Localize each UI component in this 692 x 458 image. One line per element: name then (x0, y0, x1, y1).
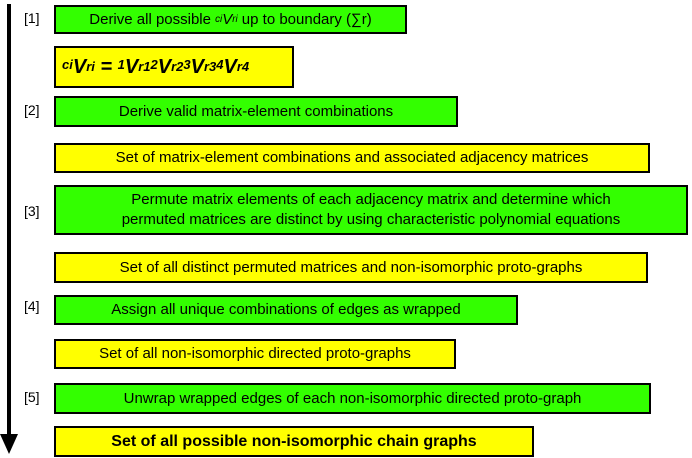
result-box-4: Set of all non-isomorphic directed proto-graphs (54, 339, 456, 369)
formula-lhs-sub: ri (86, 59, 95, 74)
process-box-4: Assign all unique combinations of edges as wrapped (54, 295, 518, 325)
step-number-4: [4] (24, 298, 40, 314)
result-box-3: Set of all distinct permuted matrices and non-isomorphic proto-graphs (54, 252, 648, 283)
formula-term-3-sub: r3 (203, 59, 217, 74)
formula-box (54, 46, 294, 88)
formula-term-4-var: V (223, 56, 237, 78)
flow-arrow-shaft (7, 4, 11, 436)
formula-term-2-sup: 2 (150, 57, 158, 72)
formula-lhs-sup: ci (62, 57, 73, 72)
formula-term-1-sup: 1 (117, 57, 125, 72)
process-box-3 (54, 185, 688, 235)
formula-term-3-var: V (190, 56, 204, 78)
formula-term-2-sub: r2 (171, 59, 184, 74)
step-number-5: [5] (24, 389, 40, 405)
step-number-2: [2] (24, 102, 40, 118)
process-box-5: Unwrap wrapped edges of each non-isomorphic directed proto-graph (54, 383, 651, 414)
process-1-post: up to boundary (∑r) (237, 10, 372, 28)
process-1-var: V (222, 10, 233, 28)
process-3-line-2: permuted matrices are distinct by using characteristic polynomial equations (121, 211, 621, 228)
process-box-1 (54, 5, 407, 34)
flow-arrow-head (0, 434, 18, 454)
formula-term-4-sub: r4 (236, 59, 250, 74)
process-3-line-1: Permute matrix elements of each adjacency matrix and determine which (131, 191, 611, 208)
formula-term-2-var: V (157, 56, 172, 78)
process-1-sub: ri (232, 13, 238, 25)
step-number-1: [1] (24, 10, 40, 26)
step-number-3: [3] (24, 203, 40, 219)
formula-equals: = (94, 56, 118, 78)
formula-term-1-var: V (124, 56, 139, 78)
result-box-5: Set of all possible non-isomorphic chain graphs (54, 426, 534, 457)
result-box-2: Set of matrix-element combinations and associated adjacency matrices (54, 143, 650, 173)
formula-term-3-sup: 3 (183, 57, 191, 72)
formula-term-1-sub: r1 (138, 59, 151, 74)
process-1-sup: ci (215, 13, 223, 25)
process-1-pre: Derive all possible (89, 10, 216, 28)
formula-term-4-sup: 4 (216, 57, 224, 72)
formula-lhs-var: V (72, 56, 87, 78)
process-box-2: Derive valid matrix-element combinations (54, 96, 458, 127)
